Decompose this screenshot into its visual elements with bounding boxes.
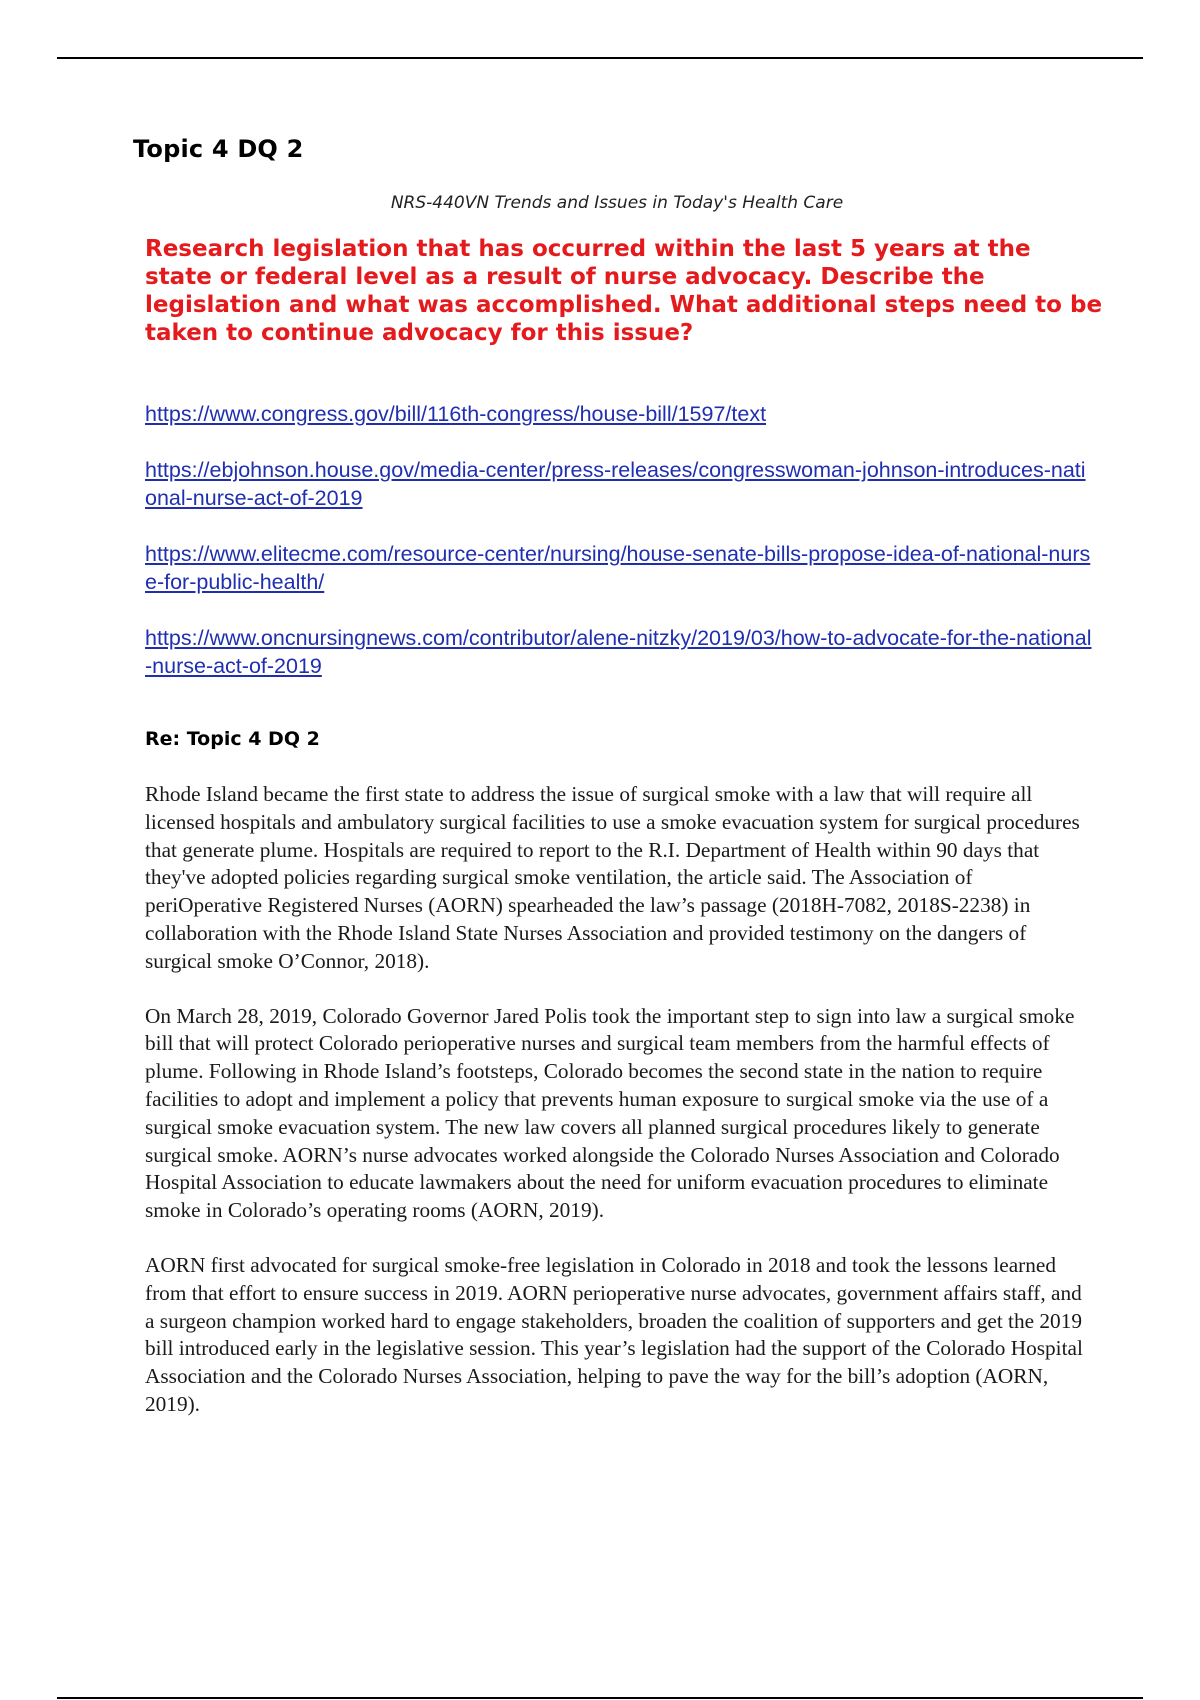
discussion-prompt: Research legislation that has occurred within the last 5 years at the state or federal level as a result of nurse advocacy. Describe the legislation and what was accomplished. What additional steps need to be taken to continue advocacy for this issue? — [145, 236, 1103, 346]
body-paragraph: Rhode Island became the first state to address the issue of surgical smoke with a law that will require all licensed hospitals and ambulatory surgical facilities to use a smoke evacuation system for surgical procedures that generate plume. Hospitals are required to report to the R.I. Department of Health within 90 days that they've adopted policies regarding surgical smoke ventilation, the article said. The Association of periOperative Registered Nurses (AORN) spearheaded the law’s passage (2018H-7082, 2018S-2238) in collaboration with the Rhode Island State Nurses Association and provided testimony on the dangers of surgical smoke O’Connor, 2018). — [145, 782, 1080, 973]
body-paragraph: AORN first advocated for surgical smoke-free legislation in Colorado in 2018 and took the lessons learned from that effort to ensure success in 2019. AORN perioperative nurse advocates, government affairs staff, and a surgeon champion worked hard to engage stakeholders, broaden the coalition of supporters and get the 2019 bill introduced early in the legislative session. This year’s legislation had the support of the Colorado Hospital Association and the Colorado Nurses Association, helping to pave the way for the bill’s adoption (AORN, 2019). — [145, 1252, 1083, 1416]
reference-link-item — [145, 456, 1095, 512]
reference-link-ebjohnson[interactable]: https://ebjohnson.house.gov/media-center/press-releases/congresswoman-johnson-introduces-national-nurse-act-of-2019 — [145, 458, 1086, 510]
reference-link-item — [145, 540, 1095, 596]
reference-links — [145, 400, 1095, 708]
reference-link-item — [145, 400, 1095, 428]
reference-link-congress[interactable]: https://www.congress.gov/bill/116th-congress/house-bill/1597/text — [145, 402, 767, 426]
body-paragraph: On March 28, 2019, Colorado Governor Jared Polis took the important step to sign into law a surgical smoke bill that will protect Colorado perioperative nurses and surgical team members from the harmful effects of plume. Following in Rhode Island’s footsteps, Colorado becomes the second state in the nation to require facilities to adopt and implement a policy that prevents human exposure to surgical smoke via the use of a surgical smoke evacuation system. The new law covers all planned surgical procedures likely to generate surgical smoke. AORN’s nurse advocates worked alongside the Colorado Nurses Association and Colorado Hospital Association to educate lawmakers about the need for uniform evacuation procedures to eliminate smoke in Colorado’s operating rooms (AORN, 2019). — [145, 1003, 1075, 1223]
header-rule — [57, 57, 1143, 59]
reply-title: Re: Topic 4 DQ 2 — [145, 728, 320, 750]
document-title: Topic 4 DQ 2 — [133, 135, 304, 163]
reference-link-elitecme[interactable]: https://www.elitecme.com/resource-center/nursing/house-senate-bills-propose-idea-of-national-nurse-for-public-health/ — [145, 542, 1091, 594]
reference-link-item — [145, 624, 1095, 680]
reference-link-oncnursingnews[interactable]: https://www.oncnursingnews.com/contributor/alene-nitzky/2019/03/how-to-advocate-for-the-national-nurse-act-of-2019 — [145, 626, 1092, 678]
footer-rule — [57, 1697, 1143, 1699]
course-subtitle: NRS-440VN Trends and Issues in Today's Health Care — [390, 193, 844, 213]
reply-body — [145, 781, 1090, 1446]
